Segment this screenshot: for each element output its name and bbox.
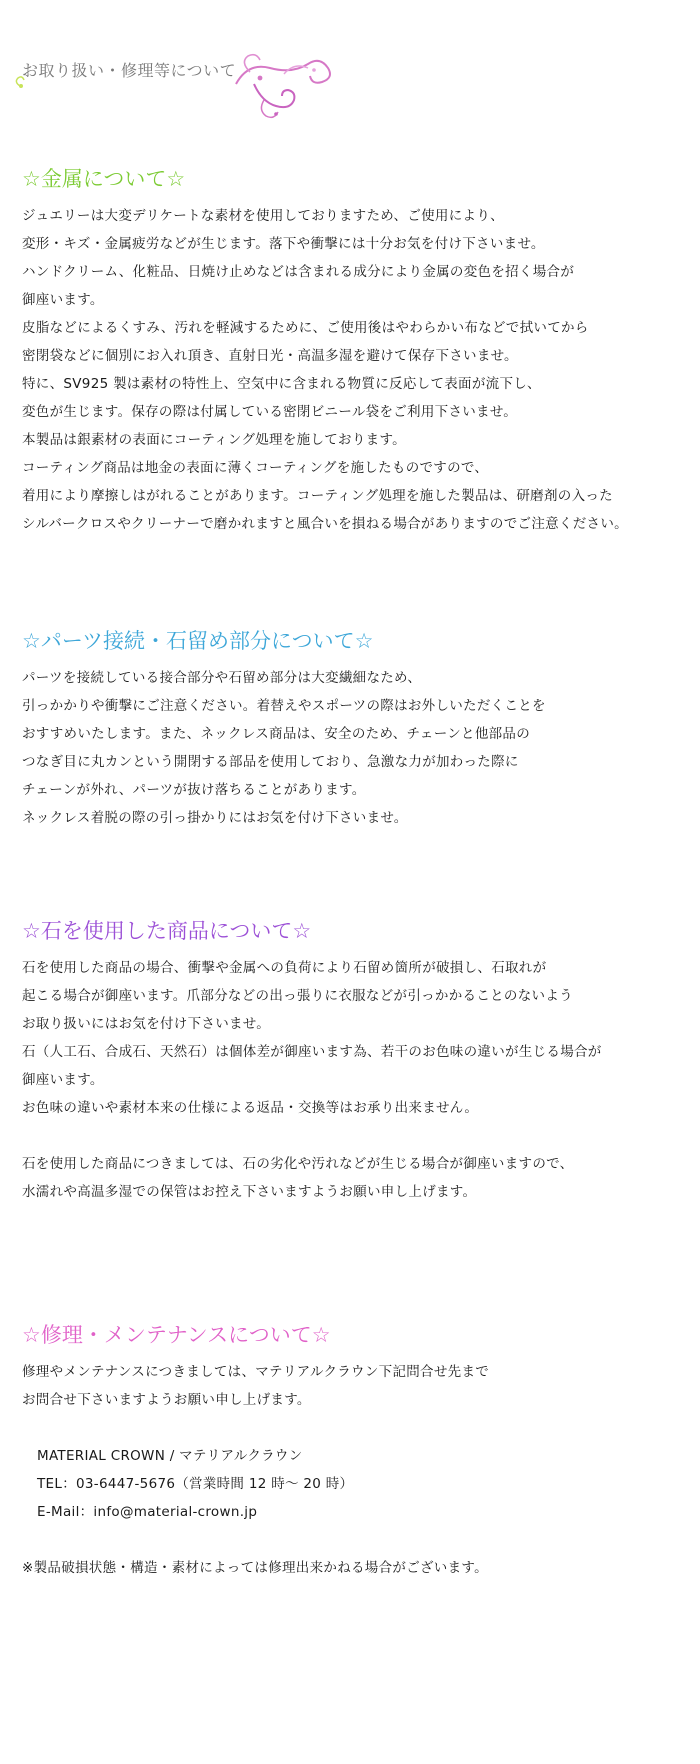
text-line: ハンドクリーム、化粧品、日焼け止めなどは含まれる成分により金属の変色を招く場合が — [22, 264, 575, 280]
contact-block — [22, 1442, 692, 1526]
text-line: 御座います。 — [22, 1072, 104, 1088]
contact-tel: TEL：03-6447-5676（営業時間 12 時～ 20 時） — [37, 1476, 354, 1492]
section-heading-stone: ☆石を使用した商品について☆ — [22, 919, 312, 943]
text-line: 密閉袋などに個別にお入れ頂き、直射日光・高温多湿を避けて保存下さいませ。 — [22, 348, 518, 364]
text-line: 本製品は銀素材の表面にコーティング処理を施しております。 — [22, 432, 406, 448]
page-header — [14, 50, 344, 130]
spacer — [22, 1526, 692, 1554]
spacer — [22, 1414, 692, 1442]
contact-email: E-Mail：info@material-crown.jp — [37, 1504, 258, 1520]
spacer — [22, 1122, 692, 1150]
text-line: 水濡れや高温多湿での保管はお控え下さいますようお願い申し上げます。 — [22, 1184, 477, 1200]
contact-company: MATERIAL CROWN / マテリアルクラウン — [37, 1448, 303, 1464]
text-line: パーツを接続している接合部分や石留め部分は大変繊細なため、 — [22, 670, 422, 686]
section-heading-metal: ☆金属について☆ — [22, 167, 186, 191]
section-body-repair — [22, 1358, 692, 1582]
section-metal — [22, 166, 692, 538]
text-line: 変色が生じます。保存の際は付属している密閉ビニール袋をご利用下さいませ。 — [22, 404, 518, 420]
text-line: お問合せ下さいますようお願い申し上げます。 — [22, 1392, 311, 1408]
section-body-stone — [22, 954, 692, 1206]
text-line: 着用により摩擦しはがれることがあります。コーティング処理を施した製品は、研磨剤の入った — [22, 488, 613, 504]
text-line: コーティング商品は地金の表面に薄くコーティングを施したものですので、 — [22, 460, 489, 476]
section-heading-parts: ☆パーツ接続・石留め部分について☆ — [22, 629, 374, 653]
text-line: ネックレス着脱の際の引っ掛かりにはお気を付け下さいませ。 — [22, 810, 408, 826]
text-line: チェーンが外れ、パーツが抜け落ちることがあります。 — [22, 782, 366, 798]
text-line: 起こる場合が御座います。爪部分などの出っ張りに衣服などが引っかかることのないよう — [22, 988, 573, 1004]
text-line: つなぎ目に丸カンという開閉する部品を使用しており、急激な力が加わった際に — [22, 754, 519, 770]
page-title: お取り扱い・修理等について — [22, 61, 237, 80]
text-line: 修理やメンテナンスにつきましては、マテリアルクラウン下記問合せ先まで — [22, 1364, 490, 1380]
section-body-metal — [22, 202, 692, 538]
text-line: 御座います。 — [22, 292, 104, 308]
text-line: ジュエリーは大変デリケートな素材を使用しておりますため、ご使用により、 — [22, 208, 504, 224]
section-heading-repair: ☆修理・メンテナンスについて☆ — [22, 1323, 331, 1347]
section-parts — [22, 628, 692, 832]
section-body-parts — [22, 664, 692, 832]
section-repair — [22, 1322, 692, 1582]
text-line: 皮脂などによるくすみ、汚れを軽減するために、ご使用後はやわらかい布などで拭いてから — [22, 320, 589, 336]
text-line: シルバークロスやクリーナーで磨かれますと風合いを損ねる場合がありますのでご注意ください。 — [22, 516, 628, 532]
text-line: 石（人工石、合成石、天然石）は個体差が御座います為、若干のお色味の違いが生じる場合が — [22, 1044, 602, 1060]
text-line: 石を使用した商品につきましては、石の劣化や汚れなどが生じる場合が御座いますので、 — [22, 1156, 574, 1172]
repair-note: ※製品破損状態・構造・素材によっては修理出来かねる場合がございます。 — [22, 1560, 488, 1576]
text-line: 特に、SV925 製は素材の特性上、空気中に含まれる物質に反応して表面が流下し、 — [22, 376, 541, 392]
text-line: 石を使用した商品の場合、衝撃や金属への負荷により石留め箇所が破損し、石取れが — [22, 960, 547, 976]
text-line: お取り扱いにはお気を付け下さいませ。 — [22, 1016, 270, 1032]
text-line: 変形・キズ・金属疲労などが生じます。落下や衝撃には十分お気を付け下さいませ。 — [22, 236, 545, 252]
text-line: おすすめいたします。また、ネックレス商品は、安全のため、チェーンと他部品の — [22, 726, 531, 742]
text-line: 引っかかりや衝撃にご注意ください。着替えやスポーツの際はお外しいただくことを — [22, 698, 546, 714]
section-stone — [22, 918, 692, 1206]
text-line: お色味の違いや素材本来の仕様による返品・交換等はお承り出来ません。 — [22, 1100, 479, 1116]
